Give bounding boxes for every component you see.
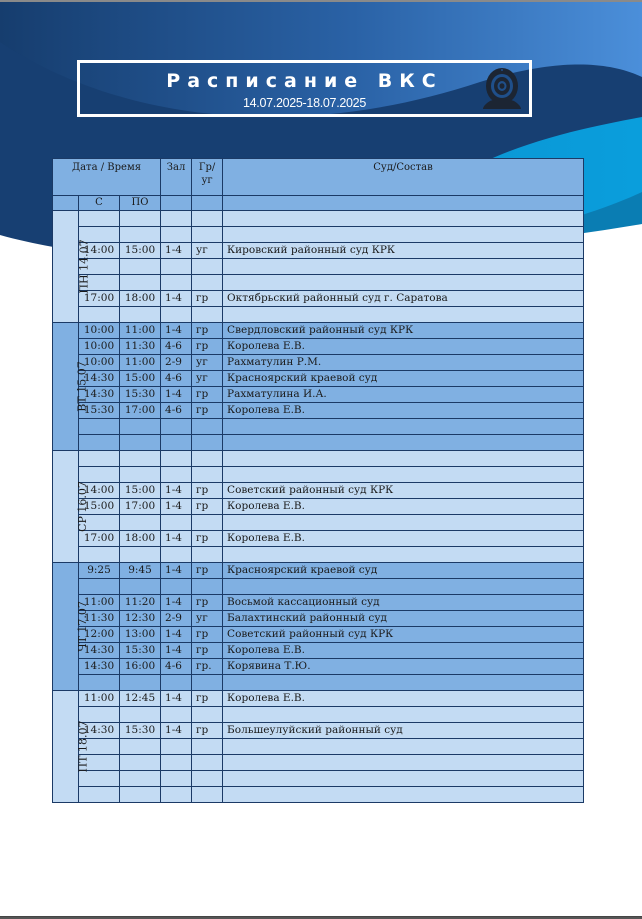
court-cell xyxy=(223,787,584,803)
case-type-cell xyxy=(192,227,223,243)
case-type-cell xyxy=(192,579,223,595)
case-type-cell xyxy=(192,419,223,435)
end-time-cell xyxy=(120,579,161,595)
court-cell xyxy=(223,547,584,563)
case-type-cell xyxy=(192,707,223,723)
start-time-cell xyxy=(79,435,120,451)
table-row xyxy=(53,723,584,739)
schedule-table xyxy=(52,158,584,803)
court-cell xyxy=(223,771,584,787)
court-cell: Рахматулина И.А. xyxy=(223,387,584,403)
start-time-cell: 14:30 xyxy=(79,659,120,675)
start-time-cell xyxy=(79,307,120,323)
end-time-cell xyxy=(120,259,161,275)
end-time-cell: 13:00 xyxy=(120,627,161,643)
hall-cell xyxy=(161,451,192,467)
case-type-cell: гр xyxy=(192,563,223,579)
start-time-cell: 11:30 xyxy=(79,611,120,627)
start-time-cell: 17:00 xyxy=(79,291,120,307)
day-label: ПН 14.07 xyxy=(77,238,91,294)
end-time-cell: 16:00 xyxy=(120,659,161,675)
hall-cell xyxy=(161,787,192,803)
start-time-cell xyxy=(79,579,120,595)
end-time-cell xyxy=(120,515,161,531)
case-type-cell: гр xyxy=(192,483,223,499)
hall-cell xyxy=(161,755,192,771)
hall-cell xyxy=(161,547,192,563)
hall-cell: 1-4 xyxy=(161,499,192,515)
court-cell xyxy=(223,515,584,531)
table-row xyxy=(53,531,584,547)
court-cell xyxy=(223,227,584,243)
hall-cell: 4-6 xyxy=(161,659,192,675)
case-type-cell: гр xyxy=(192,627,223,643)
day-label: ЧТ 17.07 xyxy=(75,600,89,652)
day-label: ВТ 15.07 xyxy=(75,360,89,412)
case-type-cell xyxy=(192,675,223,691)
case-type-cell: гр xyxy=(192,291,223,307)
hall-cell: 1-4 xyxy=(161,595,192,611)
start-time-cell xyxy=(79,211,120,227)
court-cell: Королева Е.В. xyxy=(223,403,584,419)
start-time-cell: 14:00 xyxy=(79,243,120,259)
col-header-date-time: Дата / Время xyxy=(53,159,161,196)
start-time-cell xyxy=(79,787,120,803)
case-type-cell: уг xyxy=(192,611,223,627)
case-type-cell xyxy=(192,451,223,467)
case-type-cell: уг xyxy=(192,371,223,387)
end-time-cell: 18:00 xyxy=(120,531,161,547)
case-type-cell: гр xyxy=(192,595,223,611)
table-row xyxy=(53,403,584,419)
table-header-row xyxy=(53,159,584,196)
hall-cell xyxy=(161,211,192,227)
start-time-cell xyxy=(79,467,120,483)
col-header-to: ПО xyxy=(120,196,161,211)
table-row xyxy=(53,691,584,707)
hall-cell xyxy=(161,275,192,291)
hall-cell: 4-6 xyxy=(161,403,192,419)
court-cell: Королева Е.В. xyxy=(223,531,584,547)
case-type-cell xyxy=(192,435,223,451)
hall-cell xyxy=(161,467,192,483)
table-row xyxy=(53,243,584,259)
court-cell: Восьмой кассационный суд xyxy=(223,595,584,611)
hall-cell xyxy=(161,739,192,755)
date-range: 14.07.2025-18.07.2025 xyxy=(243,96,366,110)
table-row xyxy=(53,451,584,467)
case-type-cell: гр xyxy=(192,723,223,739)
table-row xyxy=(53,387,584,403)
court-cell xyxy=(223,259,584,275)
hall-cell: 1-4 xyxy=(161,323,192,339)
table-row xyxy=(53,227,584,243)
case-type-cell: гр xyxy=(192,387,223,403)
table-row xyxy=(53,499,584,515)
hall-cell: 1-4 xyxy=(161,691,192,707)
end-time-cell: 11:30 xyxy=(120,339,161,355)
case-type-cell: гр xyxy=(192,403,223,419)
court-cell xyxy=(223,579,584,595)
table-row xyxy=(53,787,584,803)
case-type-cell xyxy=(192,211,223,227)
day-label-cell xyxy=(53,323,89,451)
case-type-cell: гр xyxy=(192,643,223,659)
hall-cell xyxy=(161,675,192,691)
day-label-cell xyxy=(53,211,91,323)
hall-cell: 1-4 xyxy=(161,291,192,307)
table-row xyxy=(53,643,584,659)
end-time-cell: 12:45 xyxy=(120,691,161,707)
case-type-cell xyxy=(192,467,223,483)
schedule-body xyxy=(53,211,584,803)
case-type-cell: гр xyxy=(192,531,223,547)
end-time-cell xyxy=(120,787,161,803)
case-type-cell xyxy=(192,787,223,803)
hall-cell xyxy=(161,515,192,531)
end-time-cell xyxy=(120,675,161,691)
court-cell: Рахматулин Р.М. xyxy=(223,355,584,371)
case-type-cell: гр xyxy=(192,499,223,515)
end-time-cell xyxy=(120,211,161,227)
court-cell xyxy=(223,307,584,323)
table-row xyxy=(53,659,584,675)
end-time-cell: 15:00 xyxy=(120,371,161,387)
table-row xyxy=(53,739,584,755)
start-time-cell xyxy=(79,419,120,435)
start-time-cell: 11:00 xyxy=(79,595,120,611)
col-header-from: С xyxy=(79,196,120,211)
subheader-type-empty xyxy=(192,196,223,211)
table-row xyxy=(53,755,584,771)
page-title: Расписание ВКС xyxy=(166,70,443,92)
court-cell xyxy=(223,739,584,755)
start-time-cell: 17:00 xyxy=(79,531,120,547)
table-row xyxy=(53,275,584,291)
hall-cell: 1-4 xyxy=(161,723,192,739)
start-time-cell xyxy=(79,547,120,563)
court-cell: Корявина Т.Ю. xyxy=(223,659,584,675)
start-time-cell xyxy=(79,675,120,691)
case-type-cell: уг xyxy=(192,243,223,259)
case-type-cell: гр xyxy=(192,323,223,339)
end-time-cell xyxy=(120,227,161,243)
end-time-cell: 15:30 xyxy=(120,643,161,659)
end-time-cell xyxy=(120,707,161,723)
case-type-cell xyxy=(192,739,223,755)
start-time-cell xyxy=(79,451,120,467)
end-time-cell: 9:45 xyxy=(120,563,161,579)
start-time-cell: 10:00 xyxy=(79,323,120,339)
table-row xyxy=(53,211,584,227)
start-time-cell: 14:30 xyxy=(79,387,120,403)
start-time-cell: 14:00 xyxy=(79,483,120,499)
hall-cell xyxy=(161,707,192,723)
end-time-cell: 12:30 xyxy=(120,611,161,627)
webcam-icon xyxy=(477,65,527,113)
subheader-day xyxy=(53,196,79,211)
table-row xyxy=(53,339,584,355)
hall-cell: 1-4 xyxy=(161,243,192,259)
court-cell xyxy=(223,211,584,227)
end-time-cell xyxy=(120,771,161,787)
court-cell xyxy=(223,435,584,451)
hall-cell xyxy=(161,419,192,435)
end-time-cell xyxy=(120,739,161,755)
table-row xyxy=(53,771,584,787)
end-time-cell: 15:00 xyxy=(120,483,161,499)
hall-cell: 4-6 xyxy=(161,371,192,387)
case-type-cell xyxy=(192,547,223,563)
end-time-cell xyxy=(120,275,161,291)
court-cell: Королева Е.В. xyxy=(223,339,584,355)
court-cell: Большеулуйский районный суд xyxy=(223,723,584,739)
end-time-cell xyxy=(120,755,161,771)
court-cell: Октябрьский районный суд г. Саратова xyxy=(223,291,584,307)
court-cell xyxy=(223,675,584,691)
table-row xyxy=(53,675,584,691)
hall-cell: 1-4 xyxy=(161,627,192,643)
end-time-cell: 17:00 xyxy=(120,403,161,419)
table-row xyxy=(53,547,584,563)
end-time-cell: 18:00 xyxy=(120,291,161,307)
end-time-cell xyxy=(120,451,161,467)
hall-cell: 1-4 xyxy=(161,483,192,499)
court-cell: Советский районный суд КРК xyxy=(223,627,584,643)
start-time-cell: 15:30 xyxy=(79,403,120,419)
case-type-cell xyxy=(192,307,223,323)
table-row xyxy=(53,483,584,499)
end-time-cell: 11:00 xyxy=(120,355,161,371)
end-time-cell xyxy=(120,547,161,563)
day-label: СР 16.07 xyxy=(75,480,89,532)
court-cell xyxy=(223,467,584,483)
case-type-cell xyxy=(192,259,223,275)
hall-cell xyxy=(161,259,192,275)
court-cell: Балахтинский районный суд xyxy=(223,611,584,627)
hall-cell xyxy=(161,227,192,243)
day-label-cell xyxy=(53,691,90,803)
case-type-cell xyxy=(192,755,223,771)
col-header-type: Гр/ уг xyxy=(192,159,223,196)
end-time-cell: 11:20 xyxy=(120,595,161,611)
table-row xyxy=(53,467,584,483)
end-time-cell: 15:00 xyxy=(120,243,161,259)
end-time-cell: 11:00 xyxy=(120,323,161,339)
start-time-cell: 14:30 xyxy=(79,723,120,739)
table-subheader-row xyxy=(53,196,584,211)
start-time-cell: 10:00 xyxy=(79,339,120,355)
end-time-cell xyxy=(120,307,161,323)
court-cell: Королева Е.В. xyxy=(223,643,584,659)
hall-cell: 1-4 xyxy=(161,531,192,547)
court-cell: Красноярский краевой суд xyxy=(223,563,584,579)
table-row xyxy=(53,563,584,579)
day-label-cell xyxy=(53,563,89,691)
table-row xyxy=(53,515,584,531)
end-time-cell: 15:30 xyxy=(120,723,161,739)
hall-cell: 1-4 xyxy=(161,643,192,659)
court-cell xyxy=(223,707,584,723)
end-time-cell xyxy=(120,435,161,451)
case-type-cell: гр xyxy=(192,691,223,707)
table-row xyxy=(53,371,584,387)
table-row xyxy=(53,419,584,435)
court-cell xyxy=(223,419,584,435)
court-cell: Свердловский районный суд КРК xyxy=(223,323,584,339)
court-cell xyxy=(223,755,584,771)
table-row xyxy=(53,307,584,323)
table-row xyxy=(53,707,584,723)
start-time-cell: 9:25 xyxy=(79,563,120,579)
court-cell xyxy=(223,275,584,291)
case-type-cell: гр. xyxy=(192,659,223,675)
table-row xyxy=(53,611,584,627)
court-cell: Королева Е.В. xyxy=(223,691,584,707)
hall-cell xyxy=(161,307,192,323)
case-type-cell xyxy=(192,275,223,291)
table-row xyxy=(53,435,584,451)
subheader-hall-empty xyxy=(161,196,192,211)
day-label: ПТ 18.07 xyxy=(76,720,90,772)
hall-cell xyxy=(161,435,192,451)
hall-cell: 1-4 xyxy=(161,387,192,403)
start-time-cell xyxy=(79,771,120,787)
end-time-cell: 15:30 xyxy=(120,387,161,403)
col-header-court: Суд/Состав xyxy=(223,159,584,196)
case-type-cell xyxy=(192,515,223,531)
table-row xyxy=(53,259,584,275)
start-time-cell: 14:30 xyxy=(79,643,120,659)
case-type-cell xyxy=(192,771,223,787)
table-row xyxy=(53,627,584,643)
hall-cell: 2-9 xyxy=(161,355,192,371)
court-cell xyxy=(223,451,584,467)
end-time-cell xyxy=(120,467,161,483)
hall-cell: 4-6 xyxy=(161,339,192,355)
end-time-cell xyxy=(120,419,161,435)
col-header-hall: Зал xyxy=(161,159,192,196)
court-cell: Кировский районный суд КРК xyxy=(223,243,584,259)
case-type-cell: уг xyxy=(192,355,223,371)
table-row xyxy=(53,595,584,611)
case-type-cell: гр xyxy=(192,339,223,355)
table-row xyxy=(53,579,584,595)
table-row xyxy=(53,291,584,307)
start-time-cell: 15:00 xyxy=(79,499,120,515)
hall-cell xyxy=(161,579,192,595)
day-label-cell xyxy=(53,451,89,563)
end-time-cell: 17:00 xyxy=(120,499,161,515)
hall-cell: 1-4 xyxy=(161,563,192,579)
start-time-cell: 12:00 xyxy=(79,627,120,643)
start-time-cell: 14:30 xyxy=(79,371,120,387)
start-time-cell: 10:00 xyxy=(79,355,120,371)
table-row xyxy=(53,355,584,371)
subheader-court-empty xyxy=(223,196,584,211)
court-cell: Королева Е.В. xyxy=(223,499,584,515)
hall-cell: 2-9 xyxy=(161,611,192,627)
title-banner xyxy=(77,60,532,117)
court-cell: Советский районный суд КРК xyxy=(223,483,584,499)
start-time-cell: 11:00 xyxy=(79,691,120,707)
table-row xyxy=(53,323,584,339)
court-cell: Красноярский краевой суд xyxy=(223,371,584,387)
hall-cell xyxy=(161,771,192,787)
